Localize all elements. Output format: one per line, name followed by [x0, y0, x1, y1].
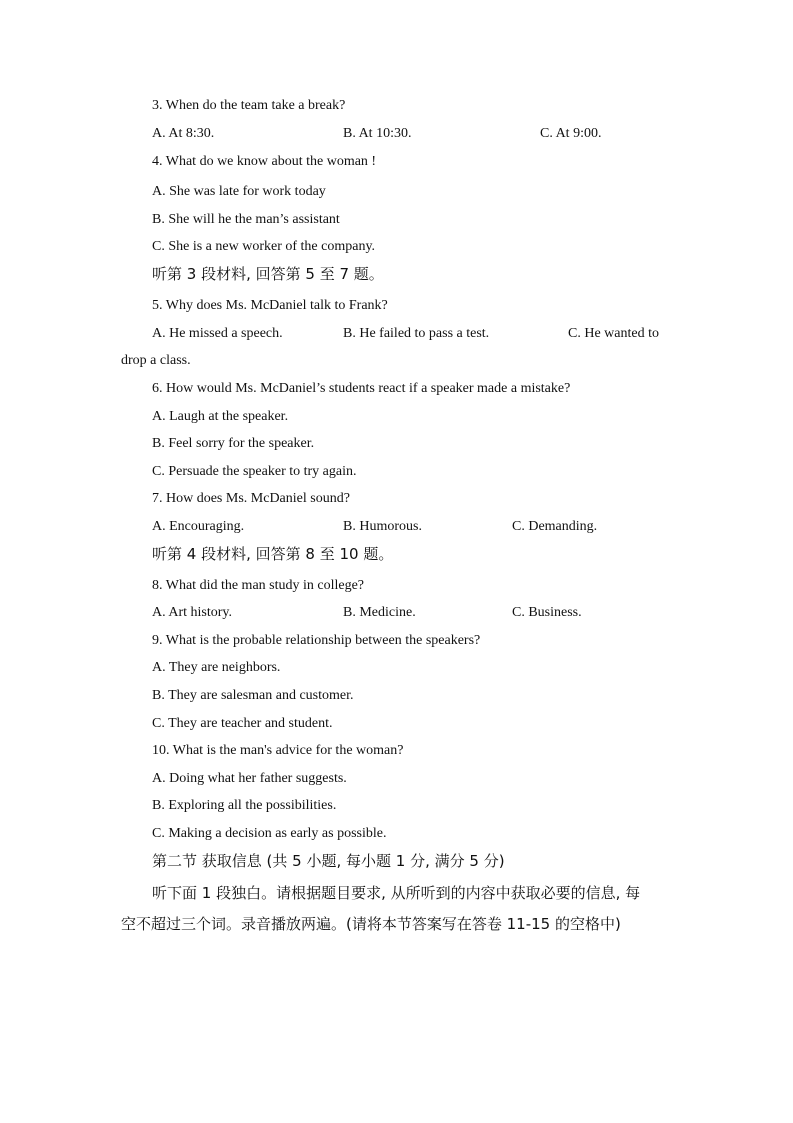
q6-option-a: A. Laugh at the speaker. [152, 409, 289, 424]
q9-option-b: B. They are salesman and customer. [152, 688, 354, 703]
q6-option-b: B. Feel sorry for the speaker. [152, 436, 315, 451]
part-2-instructions-line-2: 空不超过三个词。录音播放两遍。(请将本节答案写在答卷 11-15 的空格中) [121, 915, 621, 933]
part-2-instructions-line-1: 听下面 1 段独白。请根据题目要求, 从所听到的内容中获取必要的信息, 每 [152, 884, 641, 902]
q10-option-c: C. Making a decision as early as possible. [152, 826, 387, 841]
question-5: 5. Why does Ms. McDaniel talk to Frank? [152, 298, 388, 313]
q4-option-c: C. She is a new worker of the company. [152, 239, 376, 254]
q7-option-a: A. Encouraging. [152, 519, 245, 534]
q8-option-c: C. Business. [512, 605, 582, 620]
q9-option-a: A. They are neighbors. [152, 660, 281, 675]
question-10: 10. What is the man's advice for the woman? [152, 743, 404, 758]
question-4: 4. What do we know about the woman ! [152, 154, 377, 169]
section-4-heading: 听第 4 段材料, 回答第 8 至 10 题。 [152, 545, 394, 563]
q5-option-c-continued: drop a class. [121, 353, 191, 368]
q8-option-b: B. Medicine. [343, 605, 416, 620]
q3-option-c: C. At 9:00. [540, 126, 602, 141]
q10-option-a: A. Doing what her father suggests. [152, 771, 347, 786]
q4-option-a: A. She was late for work today [152, 184, 326, 199]
q3-option-a: A. At 8:30. [152, 126, 215, 141]
part-2-heading: 第二节 获取信息 (共 5 小题, 每小题 1 分, 满分 5 分) [152, 852, 505, 870]
q5-option-c: C. He wanted to [568, 326, 659, 341]
question-6: 6. How would Ms. McDaniel’s students react if a speaker made a mistake? [152, 381, 571, 396]
question-8: 8. What did the man study in college? [152, 578, 365, 593]
question-9: 9. What is the probable relationship between the speakers? [152, 633, 481, 648]
question-7: 7. How does Ms. McDaniel sound? [152, 491, 350, 506]
q6-option-c: C. Persuade the speaker to try again. [152, 464, 357, 479]
q8-option-a: A. Art history. [152, 605, 232, 620]
q10-option-b: B. Exploring all the possibilities. [152, 798, 337, 813]
q3-option-b: B. At 10:30. [343, 126, 412, 141]
q7-option-c: C. Demanding. [512, 519, 598, 534]
question-3: 3. When do the team take a break? [152, 98, 346, 113]
q4-option-b: B. She will he the man’s assistant [152, 212, 340, 227]
q5-option-b: B. He failed to pass a test. [343, 326, 490, 341]
q7-option-b: B. Humorous. [343, 519, 422, 534]
q5-option-a: A. He missed a speech. [152, 326, 283, 341]
q9-option-c: C. They are teacher and student. [152, 716, 333, 731]
section-3-heading: 听第 3 段材料, 回答第 5 至 7 题。 [152, 265, 384, 283]
